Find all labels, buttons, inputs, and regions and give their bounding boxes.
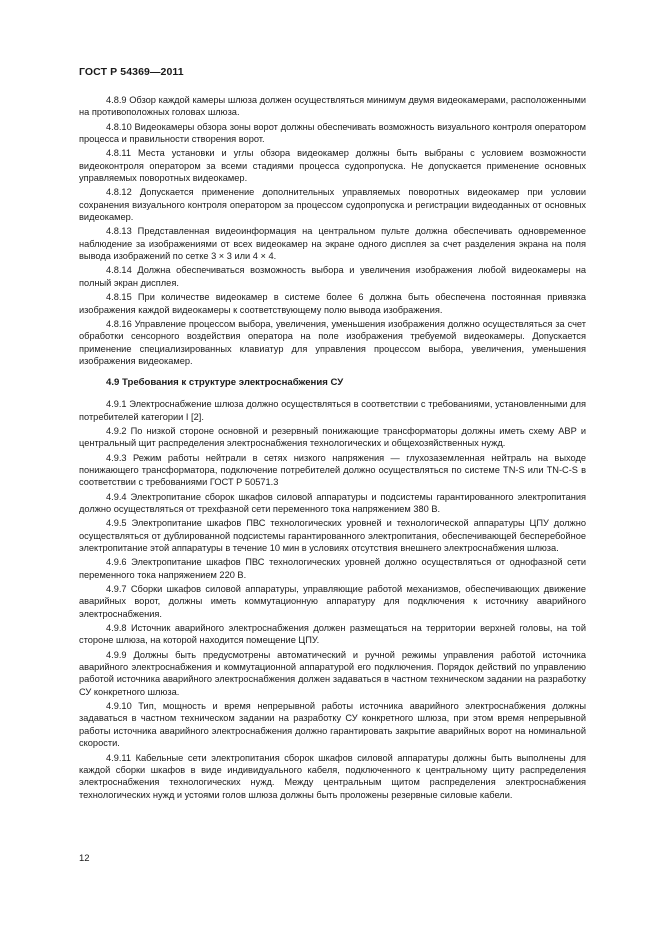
paragraph-4-9-5: 4.9.5 Электропитание шкафов ПВС технологических уровней и технологической аппаратуры ЦПУ должно осуществляться от дублированной подсистемы гарантированного электропитания, обеспечивающей бесперебойное электропитание этой аппаратуры в течение 10 мин в условиях отсутствия внешнего электроснабжения шлюза. [79, 518, 586, 553]
paragraph-4-9-10: 4.9.10 Тип, мощность и время непрерывной работы источника аварийного электроснабжения должны задаваться в частном техническом задании на разработку СУ конкретного шлюза, при этом время непрерывной работы источника аварийного электроснабжения должно гарантировать закрытие аварийных ворот на номинальной скорости. [79, 701, 586, 749]
document-header: ГОСТ Р 54369—2011 [79, 66, 184, 78]
paragraph-4-9-11: 4.9.11 Кабельные сети электропитания сборок шкафов силовой аппаратуры должны быть выполнены для каждой сборки шкафов в виде индивидуального кабеля, подключенного к центральному щиту распределения электроснабжения технологических нужд. Между центральным щитом распределения электроснабжения технологических нужд и устоями голов шлюза должны быть проложены резервные силовые кабели. [79, 752, 586, 800]
paragraph-4-8-14: 4.8.14 Должна обеспечиваться возможность выбора и увеличения изображения любой видеокамеры на полный экран дисплея. [79, 265, 586, 288]
paragraph-4-9-8: 4.9.8 Источник аварийного электроснабжения должен размещаться на территории верхней головы, на той стороне шлюза, на которой находится помещение ЦПУ. [79, 623, 586, 646]
paragraph-4-8-16: 4.8.16 Управление процессом выбора, увеличения, уменьшения изображения должно осуществляться за счет обработки сенсорного воздействия оператора на поле изображения требуемой видеокамеры. Допускается применение специализированных клавиатур для управления процессом выбора, увеличения, уменьшения изображения видеокамер. [79, 318, 586, 366]
paragraph-4-8-9: 4.8.9 Обзор каждой камеры шлюза должен осуществляться минимум двумя видеокамерами, расположенными на противоположных головах шлюза. [79, 95, 586, 118]
paragraph-4-8-10: 4.8.10 Видеокамеры обзора зоны ворот должны обеспечивать возможность визуального контроля оператором процесса и правильности створения ворот. [79, 121, 586, 145]
paragraph-4-8-15: 4.8.15 При количестве видеокамер в системе более 6 должна быть обеспечена постоянная привязка изображения каждой видеокамеры к соответствующему полю вывода изображения. [79, 292, 586, 315]
paragraph-4-9-3: 4.9.3 Режим работы нейтрали в сетях низкого напряжения — глухозаземленная нейтраль на выходе понижающего трансформатора, подключение потребителей должно осуществляться по системе TN-S или TN-C-S в соответствии с требованиями ГОСТ Р 50571.3 [79, 452, 586, 488]
paragraph-4-8-12: 4.8.12 Допускается применение дополнительных управляемых поворотных видеокамер при условии сохранения визуального контроля оператором за процессом судопропуска и регистрации видеоданных от основных видеокамер. [79, 187, 586, 223]
paragraph-4-9-1: 4.9.1 Электроснабжение шлюза должно осуществляться в соответствии с требованиями, установленными для потребителей категории I [2]. [79, 399, 586, 422]
paragraph-4-8-13: 4.8.13 Представленная видеоинформация на центральном пульте должна обеспечивать одновременное наблюдение за изображениями от всех видеокамер на экране одного дисплея за счет разделения экрана на поля вывода изображений по сетке 3 × 3 или 4 × 4. [79, 226, 586, 262]
document-body [79, 94, 586, 803]
paragraph-4-9-2: 4.9.2 По низкой стороне основной и резервный понижающие трансформаторы должны иметь схему АВР и центральный щит распределения электроснабжения технологических и общехозяйственных нужд. [79, 425, 586, 449]
paragraph-4-9-7: 4.9.7 Сборки шкафов силовой аппаратуры, управляющие работой механизмов, обеспечивающих движение аварийных ворот, должны иметь коммутационную аппаратуру для подключения к источнику аварийного электроснабжения. [79, 584, 586, 619]
paragraph-4-9-9: 4.9.9 Должны быть предусмотрены автоматический и ручной режимы управления работой источника аварийного электроснабжения и коммутационной аппаратурой его подключения. Порядок действий по управлению работой источника аварийного электроснабжения должен задаваться в частном техническом задании на разработку СУ конкретного шлюза. [79, 649, 586, 697]
page-number: 12 [79, 853, 90, 864]
section-heading-4-9: 4.9 Требования к структуре электроснабжения СУ [106, 377, 344, 389]
paragraph-4-8-11: 4.8.11 Места установки и углы обзора видеокамер должны быть выбраны с условием возможности видеоконтроля оператором за всеми стадиями процесса судопропуска. Не допускается применение основных управляемых поворотных видеокамер. [79, 148, 586, 184]
paragraph-4-9-4: 4.9.4 Электропитание сборок шкафов силовой аппаратуры и подсистемы гарантированного электропитания должно осуществляться от трехфазной сети переменного тока напряжением 380 В. [79, 491, 586, 514]
paragraph-4-9-6: 4.9.6 Электропитание шкафов ПВС технологических уровней должно осуществляться от однофазной сети переменного тока напряжением 220 В. [79, 557, 586, 580]
